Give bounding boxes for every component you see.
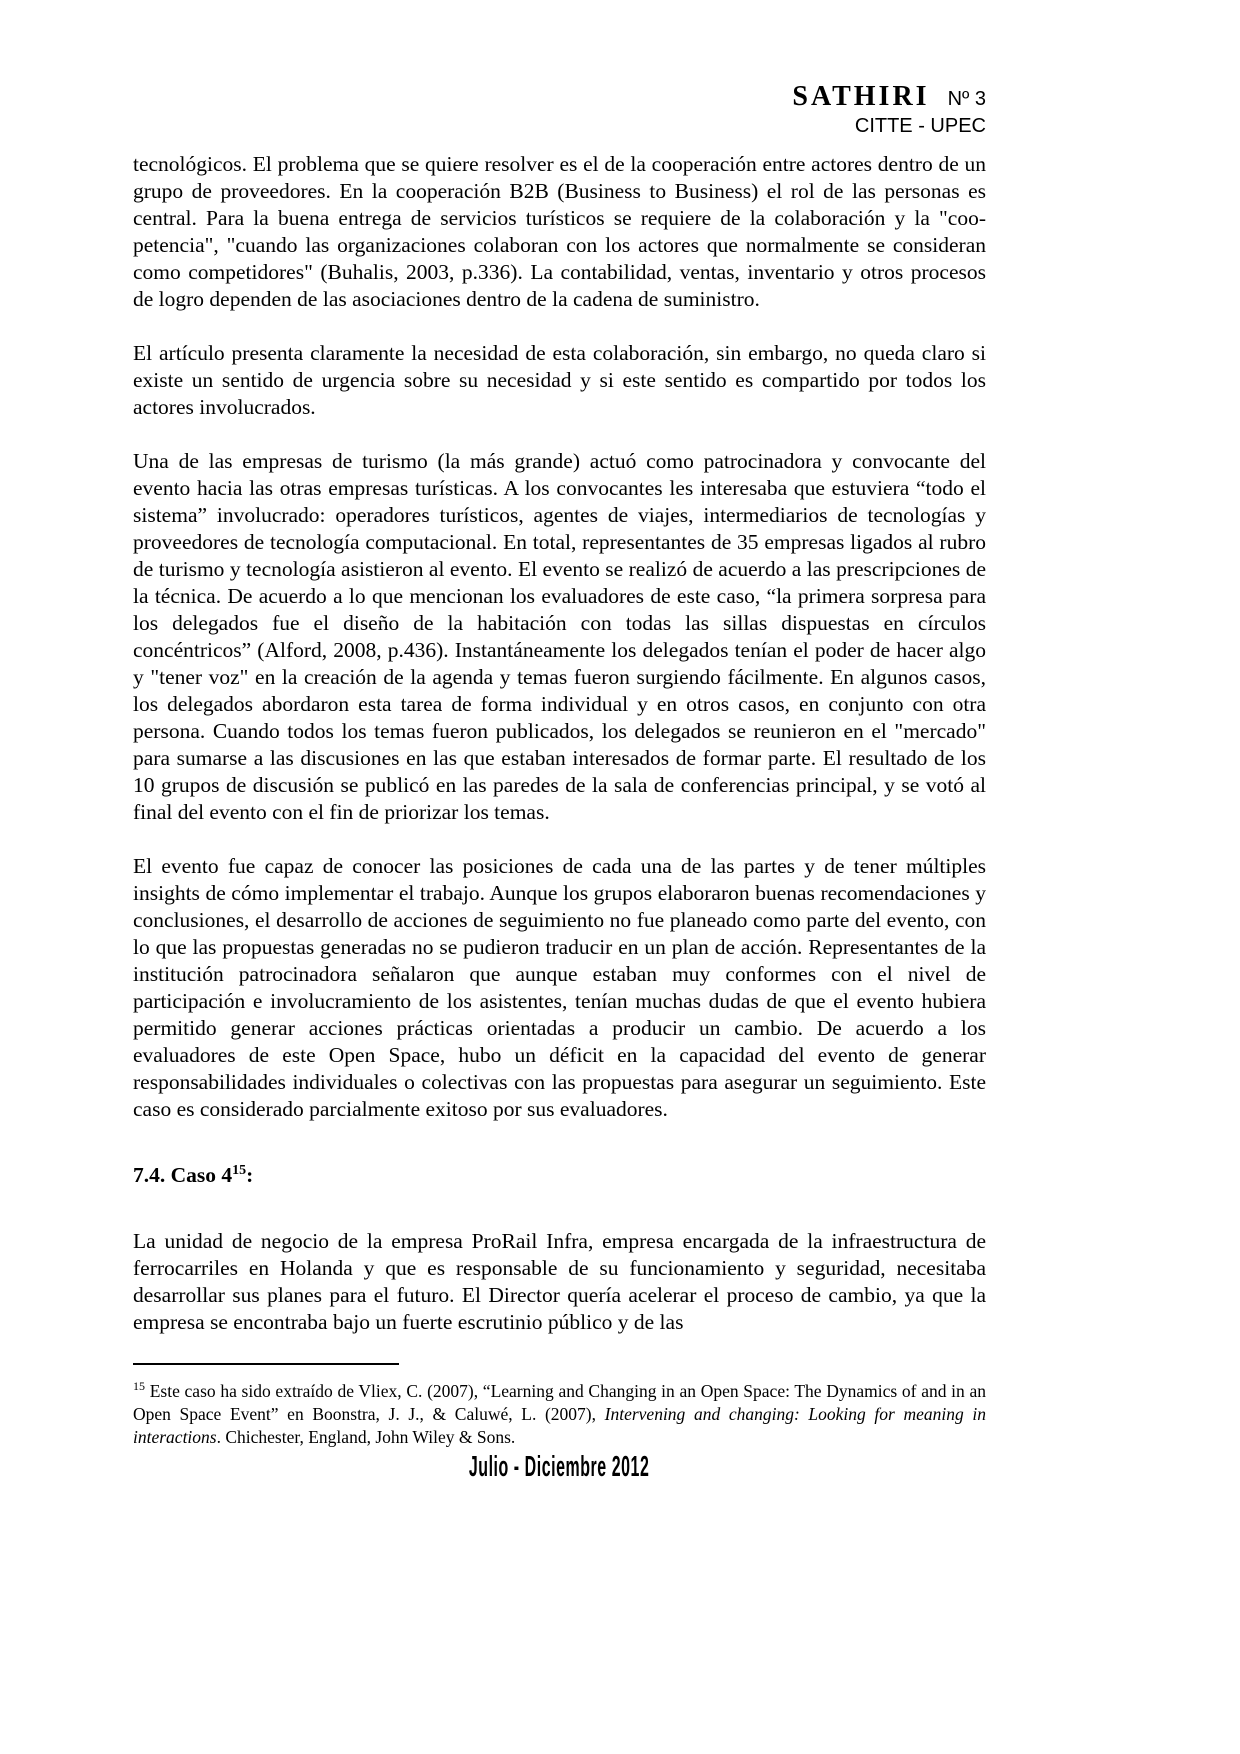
journal-title-line <box>133 82 986 113</box>
paragraph: El artículo presenta claramente la necesidad de esta colaboración, sin embargo, no queda claro si existe un sentido de urgencia sobre su necesidad y si este sentido es compartido por todos los actores involucrados. <box>133 340 986 419</box>
footnote-section <box>133 1363 986 1449</box>
paragraph: La unidad de negocio de la empresa ProRail Infra, empresa encargada de la infraestructura de ferrocarriles en Holanda y que es responsable de su funcionamiento y seguridad, necesitaba desarrollar sus planes para el futuro. El Director quería acelerar el proceso de cambio, ya que la empresa se encontraba bajo un fuerte escrutinio público y de las <box>133 1228 986 1334</box>
footnote-marker: 15 <box>133 1378 145 1393</box>
section-heading-colon: : <box>246 1162 254 1187</box>
paragraph: tecnológicos. El problema que se quiere resolver es el de la cooperación entre actores dentro de un grupo de proveedores. En la cooperación B2B (Business to Business) el rol de las personas es central. Para la buena entrega de servicios turísticos se requiere de la colaboración y la "coo-petencia", "cuando las organizaciones colaboran con los actores que normalmente se consideran como competidores" (Buhalis, 2003, p.336). La contabilidad, ventas, inventario y otros procesos de logro dependen de las asociaciones dentro de la cadena de suministro. <box>133 151 986 311</box>
footnote-book-title: Intervening and changing: Looking for meaning in interactions <box>133 1403 986 1447</box>
section-heading <box>133 1163 986 1188</box>
journal-name: SATHIRI <box>792 81 930 112</box>
article-body <box>133 151 986 1336</box>
paragraph: Una de las empresas de turismo (la más grande) actuó como patrocinadora y convocante del evento hacia las otras empresas turísticas. A los convocantes les interesaba que estuviera “todo el sistema” involucrado: operadores turísticos, agentes de viajes, intermediarios de tecnologías y proveedores de tecnología computacional. En total, representantes de 35 empresas ligados al rubro de turismo y tecnología asistieron al evento. El evento se realizó de acuerdo a las prescripciones de la técnica. De acuerdo a lo que mencionan los evaluadores de este caso, “la primera sorpresa para los delegados fue el diseño de la habitación con todas las sillas dispuestas en círculos concéntricos” (Alford, 2008, p.436). Instantáneamente los delegados tenían el poder de hacer algo y "tener voz" en la creación de la agenda y temas fueron surgiendo fácilmente. En algunos casos, los delegados abordaron esta tarea de forma individual y en otros casos, en conjunto con otra persona. Cuando todos los temas fueron publicados, los delegados se reunieron en el "mercado" para sumarse a las discusiones en las que estaban interesados de formar parte. El resultado de los 10 grupos de discusión se publicó en las paredes de la sala de conferencias principal, y se votó al final del evento con el fin de priorizar los temas. <box>133 448 986 824</box>
footnote-reference: 15 <box>232 1162 247 1178</box>
footnote-separator-rule <box>133 1363 399 1365</box>
footnote-body-start: Este caso ha sido extraído de Vliex, C. (2007), “Learning and Changing in an Open Space: The Dynamics of and in an Open Space Event” en Boonstra, J. J., & Caluwé, L. (2007), <box>133 1380 986 1424</box>
section-heading-text: 7.4. Caso 4 <box>133 1162 233 1187</box>
footer-date-range: Julio - Diciembre 2012 <box>469 1450 650 1483</box>
footnote-text <box>133 1375 986 1449</box>
page-content <box>133 82 986 1484</box>
footnote-body-end: . Chichester, England, John Wiley & Sons. <box>216 1426 516 1447</box>
journal-issue-number: Nº 3 <box>947 88 986 110</box>
paragraph: El evento fue capaz de conocer las posiciones de cada una de las partes y de tener múltiples insights de cómo implementar el trabajo. Aunque los grupos elaboraron buenas recomendaciones y conclusiones, el desarrollo de acciones de seguimiento no fue planeado como parte del evento, con lo que las propuestas generadas no se pudieron traducir en un plan de acción. Representantes de la institución patrocinadora señalaron que aunque estaban muy conformes con el nivel de participación e involucramiento de los asistentes, tenían muchas dudas de que el evento hubiera permitido generar acciones prácticas orientadas a producir un cambio. De acuerdo a los evaluadores de este Open Space, hubo un déficit en la capacidad del evento de generar responsabilidades individuales o colectivas con las propuestas para asegurar un seguimiento. Este caso es considerado parcialmente exitoso por sus evaluadores. <box>133 853 986 1121</box>
page-footer <box>133 1451 986 1484</box>
institution-name: CITTE - UPEC <box>854 114 986 137</box>
page-header <box>133 82 986 137</box>
